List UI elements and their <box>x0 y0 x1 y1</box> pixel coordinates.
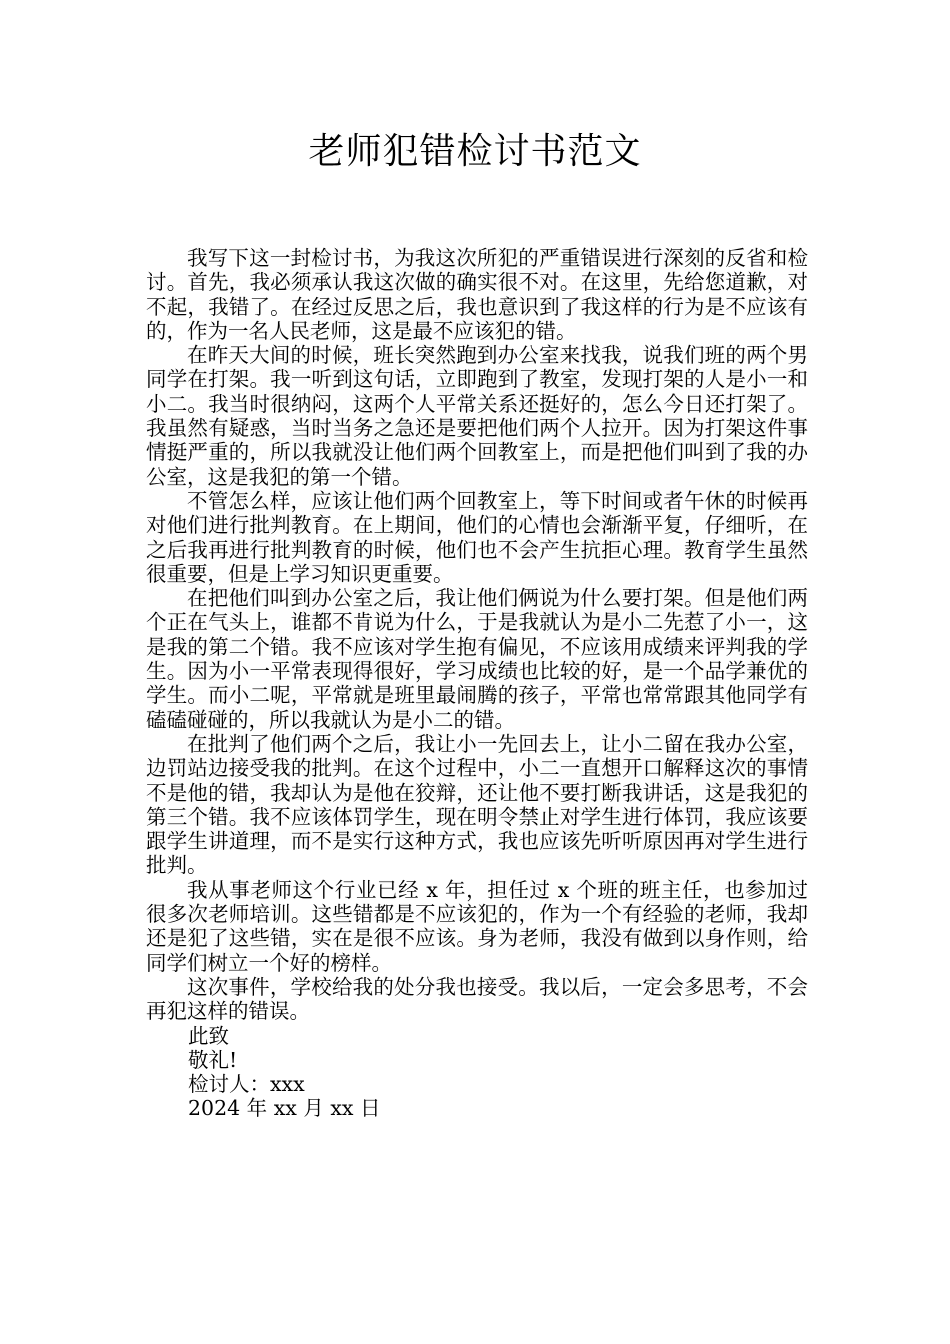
paragraph-4: 在把他们叫到办公室之后，我让他们俩说为什么要打架。但是他们两个正在气头上，谁都不肯说为什么，于是我就认为是小二先惹了小一，这是我的第二个错。我不应该对学生抱有偏见，不应该用成绩来评判我的学生。因为小一平常表现得很好，学习成绩也比较的好，是一个品学兼优的学生。而小二呢，平常就是班里最闹腾的孩子，平常也常常跟其他同学有磕磕碰碰的，所以我就认为是小二的错。 <box>146 586 808 732</box>
signer-line: 检讨人：xxx <box>188 1072 305 1097</box>
closing-salutation: 此致 <box>188 1023 229 1048</box>
paragraph-5: 在批判了他们两个之后，我让小一先回去上，让小二留在我办公室，边罚站边接受我的批判。在这个过程中，小二一直想开口解释这次的事情不是他的错，我却认为是他在狡辩，还让他不要打断我讲话，这是我犯的第三个错。我不应该体罚学生，现在明令禁止对学生进行体罚，我应该要跟学生讲道理，而不是实行这种方式，我也应该先听听原因再对学生进行批判。 <box>146 731 808 878</box>
closing-regards: 敬礼! <box>188 1047 238 1072</box>
paragraph-1: 我写下这一封检讨书，为我这次所犯的严重错误进行深刻的反省和检讨。首先，我必须承认我这次做的确实很不对。在这里，先给您道歉，对不起，我错了。在经过反思之后，我也意识到了我这样的行为是不应该有的，作为一名人民老师，这是最不应该犯的错。 <box>146 246 808 343</box>
date-line: 2024 年 xx 月 xx 日 <box>188 1096 381 1121</box>
document-title: 老师犯错检讨书范文 <box>308 131 642 172</box>
document-body <box>146 246 808 1121</box>
paragraph-3: 不管怎么样，应该让他们两个回教室上，等下时间或者午休的时候再对他们进行批判教育。在上期间，他们的心情也会渐渐平复，仔细听，在之后我再进行批判教育的时候，他们也不会产生抗拒心理。教育学生虽然很重要，但是上学习知识更重要。 <box>146 488 808 586</box>
paragraph-6: 我从事老师这个行业已经 x 年，担任过 x 个班的班主任，也参加过很多次老师培训。这些错都是不应该犯的，作为一个有经验的老师，我却还是犯了这些错，实在是很不应该。身为老师，我没有做到以身作则，给同学们树立一个好的榜样。 <box>146 877 808 975</box>
paragraph-7: 这次事件，学校给我的处分我也接受。我以后，一定会多思考，不会再犯这样的错误。 <box>146 974 808 1024</box>
paragraph-2: 在昨天大间的时候，班长突然跑到办公室来找我，说我们班的两个男同学在打架。我一听到这句话，立即跑到了教室，发现打架的人是小一和小二。我当时很纳闷，这两个人平常关系还挺好的，怎么今日还打架了。我虽然有疑惑，当时当务之急还是要把他们两个人拉开。因为打架这件事情挺严重的，所以我就没让他们两个回教室上，而是把他们叫到了我的办公室，这是我犯的第一个错。 <box>146 343 808 489</box>
